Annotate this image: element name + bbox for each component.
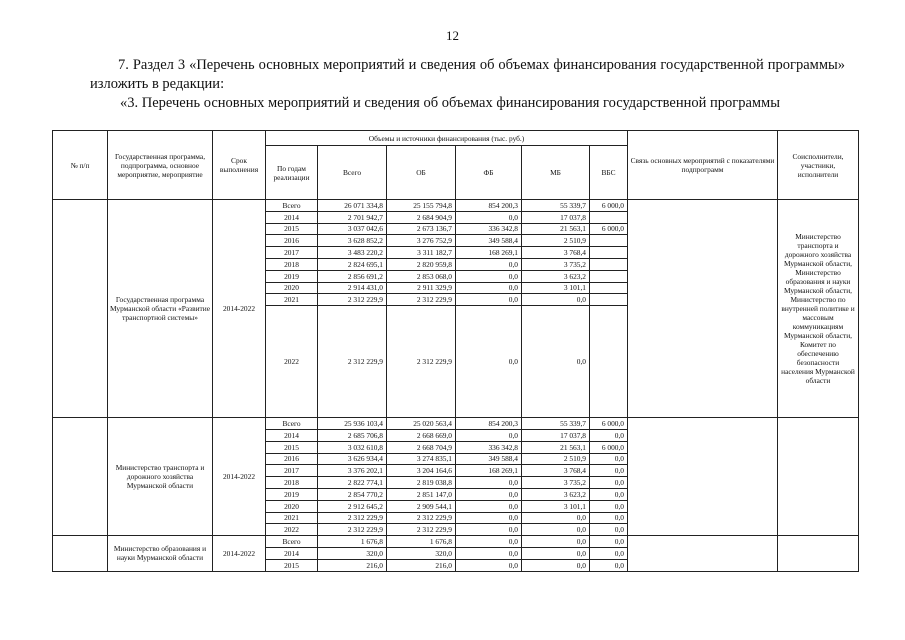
cell-amount: 2 312 229,9: [318, 306, 387, 418]
header-coexec: Соисполнители, участники, исполнители: [778, 131, 859, 200]
cell-amount: 0,0: [456, 270, 522, 282]
cell-amount: 320,0: [387, 547, 456, 559]
cell-amount: 2 912 645,2: [318, 500, 387, 512]
cell-amount: 336 342,8: [456, 223, 522, 235]
cell-amount: 0,0: [590, 559, 628, 571]
cell-amount: 2 856 691,2: [318, 270, 387, 282]
cell-amount: 2 854 770,2: [318, 488, 387, 500]
cell-amount: 3 276 752,9: [387, 235, 456, 247]
cell-amount: 2 911 329,9: [387, 282, 456, 294]
cell-amount: 0,0: [522, 512, 590, 524]
header-vbs: ВБС: [590, 146, 628, 200]
cell-amount: 3 628 852,2: [318, 235, 387, 247]
cell-amount: 0,0: [590, 477, 628, 489]
cell-term: 2014-2022: [213, 200, 266, 418]
cell-amount: 0,0: [456, 500, 522, 512]
cell-amount: 349 588,4: [456, 453, 522, 465]
cell-amount: 0,0: [456, 477, 522, 489]
cell-amount: 3 623,2: [522, 270, 590, 282]
cell-year: 2014: [266, 429, 318, 441]
cell-amount: 0,0: [456, 524, 522, 536]
page-number: 12: [446, 28, 459, 43]
cell-amount: [590, 306, 628, 418]
cell-num: [53, 200, 108, 418]
cell-amount: 0,0: [590, 547, 628, 559]
cell-amount: [590, 270, 628, 282]
cell-amount: 2 684 904,9: [387, 211, 456, 223]
cell-amount: 3 623,2: [522, 488, 590, 500]
cell-amount: 2 312 229,9: [318, 524, 387, 536]
cell-amount: 2 819 038,8: [387, 477, 456, 489]
cell-year: 2015: [266, 441, 318, 453]
cell-year: 2016: [266, 453, 318, 465]
cell-executors: Министерство транспорта и дорожного хозяйства Мурманской области, Министерство образования и науки Мурманской области, Министерство по внутренней политике и массовым коммуникациям Мурманской области, Комитет по обеспечению безопасности населения Мурманской области: [778, 200, 859, 418]
cell-year: 2019: [266, 488, 318, 500]
cell-amount: 0,0: [456, 282, 522, 294]
cell-amount: 0,0: [456, 211, 522, 223]
cell-year: 2020: [266, 500, 318, 512]
cell-year: Всего: [266, 200, 318, 212]
cell-amount: 3 376 202,1: [318, 465, 387, 477]
cell-amount: 2 312 229,9: [318, 294, 387, 306]
cell-amount: 0,0: [456, 258, 522, 270]
cell-amount: 0,0: [590, 453, 628, 465]
header-link: Связь основных мероприятий с показателями подпрограмм: [628, 131, 778, 200]
cell-link: [628, 200, 778, 418]
cell-term: 2014-2022: [213, 418, 266, 536]
cell-amount: 3 037 042,6: [318, 223, 387, 235]
cell-amount: 6 000,0: [590, 200, 628, 212]
cell-amount: 0,0: [590, 536, 628, 548]
cell-amount: 25 020 563,4: [387, 418, 456, 430]
cell-amount: 320,0: [318, 547, 387, 559]
header-volumes: Объемы и источники финансирования (тыс. руб.): [266, 131, 628, 146]
cell-amount: 25 155 794,8: [387, 200, 456, 212]
header-ob: ОБ: [387, 146, 456, 200]
table-row: [53, 200, 859, 212]
cell-amount: 3 483 220,2: [318, 247, 387, 259]
cell-amount: 349 588,4: [456, 235, 522, 247]
cell-amount: 2 510,9: [522, 453, 590, 465]
cell-amount: 0,0: [456, 536, 522, 548]
cell-year: 2014: [266, 211, 318, 223]
cell-executors: [778, 536, 859, 571]
cell-amount: 854 200,3: [456, 200, 522, 212]
cell-year: 2018: [266, 477, 318, 489]
cell-year: 2016: [266, 235, 318, 247]
cell-amount: 2 312 229,9: [318, 512, 387, 524]
cell-amount: 3 768,4: [522, 247, 590, 259]
header-years: По годам реализации: [266, 146, 318, 200]
cell-amount: 0,0: [590, 500, 628, 512]
cell-year: 2019: [266, 270, 318, 282]
cell-amount: 0,0: [456, 559, 522, 571]
cell-amount: 0,0: [590, 429, 628, 441]
cell-amount: 2 668 669,0: [387, 429, 456, 441]
cell-amount: 0,0: [456, 512, 522, 524]
header-program: Государственная программа, подпрограмма, основное мероприятие, мероприятие: [108, 131, 213, 200]
cell-amount: [590, 247, 628, 259]
cell-term: 2014-2022: [213, 536, 266, 571]
cell-year: 2021: [266, 512, 318, 524]
cell-amount: 0,0: [522, 536, 590, 548]
cell-amount: 2 685 706,8: [318, 429, 387, 441]
header-term: Срок выполнения: [213, 131, 266, 200]
section-heading: «3. Перечень основных мероприятий и сведения об объемах финансирования государственной программы: [120, 95, 780, 111]
cell-amount: 2 909 544,1: [387, 500, 456, 512]
cell-link: [628, 536, 778, 571]
cell-amount: 2 312 229,9: [387, 512, 456, 524]
cell-amount: 1 676,8: [387, 536, 456, 548]
cell-amount: [590, 294, 628, 306]
cell-amount: 0,0: [590, 512, 628, 524]
cell-amount: 2 312 229,9: [387, 306, 456, 418]
cell-amount: 3 311 182,7: [387, 247, 456, 259]
cell-amount: 854 200,3: [456, 418, 522, 430]
cell-amount: 216,0: [387, 559, 456, 571]
cell-amount: 3 032 610,8: [318, 441, 387, 453]
cell-amount: 2 824 695,1: [318, 258, 387, 270]
cell-amount: 1 676,8: [318, 536, 387, 548]
cell-amount: [590, 258, 628, 270]
cell-year: 2015: [266, 559, 318, 571]
cell-amount: 3 735,2: [522, 477, 590, 489]
cell-amount: 0,0: [456, 547, 522, 559]
cell-amount: 2 701 942,7: [318, 211, 387, 223]
cell-num: [53, 536, 108, 571]
cell-year: 2020: [266, 282, 318, 294]
cell-year: 2015: [266, 223, 318, 235]
cell-amount: 6 000,0: [590, 441, 628, 453]
cell-amount: 0,0: [590, 465, 628, 477]
header-fb: ФБ: [456, 146, 522, 200]
table-row: [53, 536, 859, 548]
financing-table: [52, 130, 859, 572]
cell-amount: 55 339,7: [522, 418, 590, 430]
cell-year: 2022: [266, 524, 318, 536]
cell-amount: 0,0: [522, 559, 590, 571]
cell-link: [628, 418, 778, 536]
cell-amount: 0,0: [522, 524, 590, 536]
cell-amount: 17 037,8: [522, 211, 590, 223]
cell-amount: 3 101,1: [522, 500, 590, 512]
cell-amount: 0,0: [522, 547, 590, 559]
cell-amount: 3 768,4: [522, 465, 590, 477]
cell-amount: [590, 211, 628, 223]
cell-amount: 216,0: [318, 559, 387, 571]
cell-amount: 2 914 431,0: [318, 282, 387, 294]
cell-year: 2022: [266, 306, 318, 418]
cell-amount: 168 269,1: [456, 465, 522, 477]
cell-num: [53, 418, 108, 536]
cell-year: 2021: [266, 294, 318, 306]
cell-year: Всего: [266, 418, 318, 430]
cell-year: 2017: [266, 465, 318, 477]
cell-amount: 0,0: [456, 429, 522, 441]
cell-amount: 2 312 229,9: [387, 524, 456, 536]
cell-amount: 0,0: [456, 294, 522, 306]
cell-amount: 0,0: [456, 306, 522, 418]
cell-program-name: Министерство транспорта и дорожного хозяйства Мурманской области: [108, 418, 213, 536]
cell-amount: 3 274 835,1: [387, 453, 456, 465]
cell-amount: 2 853 068,0: [387, 270, 456, 282]
cell-amount: 3 204 164,6: [387, 465, 456, 477]
table-row: [53, 418, 859, 430]
cell-amount: 2 851 147,0: [387, 488, 456, 500]
cell-amount: 17 037,8: [522, 429, 590, 441]
cell-executors: [778, 418, 859, 536]
cell-amount: 0,0: [522, 306, 590, 418]
cell-amount: 3 735,2: [522, 258, 590, 270]
cell-amount: 2 668 704,9: [387, 441, 456, 453]
cell-amount: 3 101,1: [522, 282, 590, 294]
cell-amount: 2 673 136,7: [387, 223, 456, 235]
cell-amount: 6 000,0: [590, 418, 628, 430]
cell-amount: 55 339,7: [522, 200, 590, 212]
cell-amount: 2 510,9: [522, 235, 590, 247]
cell-amount: 0,0: [590, 488, 628, 500]
cell-amount: 2 822 774,1: [318, 477, 387, 489]
cell-amount: 2 820 959,8: [387, 258, 456, 270]
cell-year: 2017: [266, 247, 318, 259]
cell-amount: 21 563,1: [522, 441, 590, 453]
cell-amount: [590, 282, 628, 294]
header-total: Всего: [318, 146, 387, 200]
cell-amount: 26 071 334,8: [318, 200, 387, 212]
cell-program-name: Министерство образования и науки Мурманской области: [108, 536, 213, 571]
cell-amount: 6 000,0: [590, 223, 628, 235]
cell-year: 2014: [266, 547, 318, 559]
cell-year: 2018: [266, 258, 318, 270]
paragraph-item-7: 7. Раздел 3 «Перечень основных мероприятий и сведения об объемах финансирования государственной программы» изложить в редакции:: [90, 57, 845, 92]
cell-amount: 2 312 229,9: [387, 294, 456, 306]
cell-amount: 0,0: [522, 294, 590, 306]
cell-amount: [590, 235, 628, 247]
cell-amount: 21 563,1: [522, 223, 590, 235]
header-mb: МБ: [522, 146, 590, 200]
cell-amount: 336 342,8: [456, 441, 522, 453]
header-num: № п/п: [53, 131, 108, 200]
cell-amount: 0,0: [590, 524, 628, 536]
cell-program-name: Государственная программа Мурманской области «Развитие транспортной системы»: [108, 200, 213, 418]
cell-amount: 3 626 934,4: [318, 453, 387, 465]
cell-amount: 168 269,1: [456, 247, 522, 259]
cell-amount: 25 936 103,4: [318, 418, 387, 430]
cell-amount: 0,0: [456, 488, 522, 500]
cell-year: Всего: [266, 536, 318, 548]
